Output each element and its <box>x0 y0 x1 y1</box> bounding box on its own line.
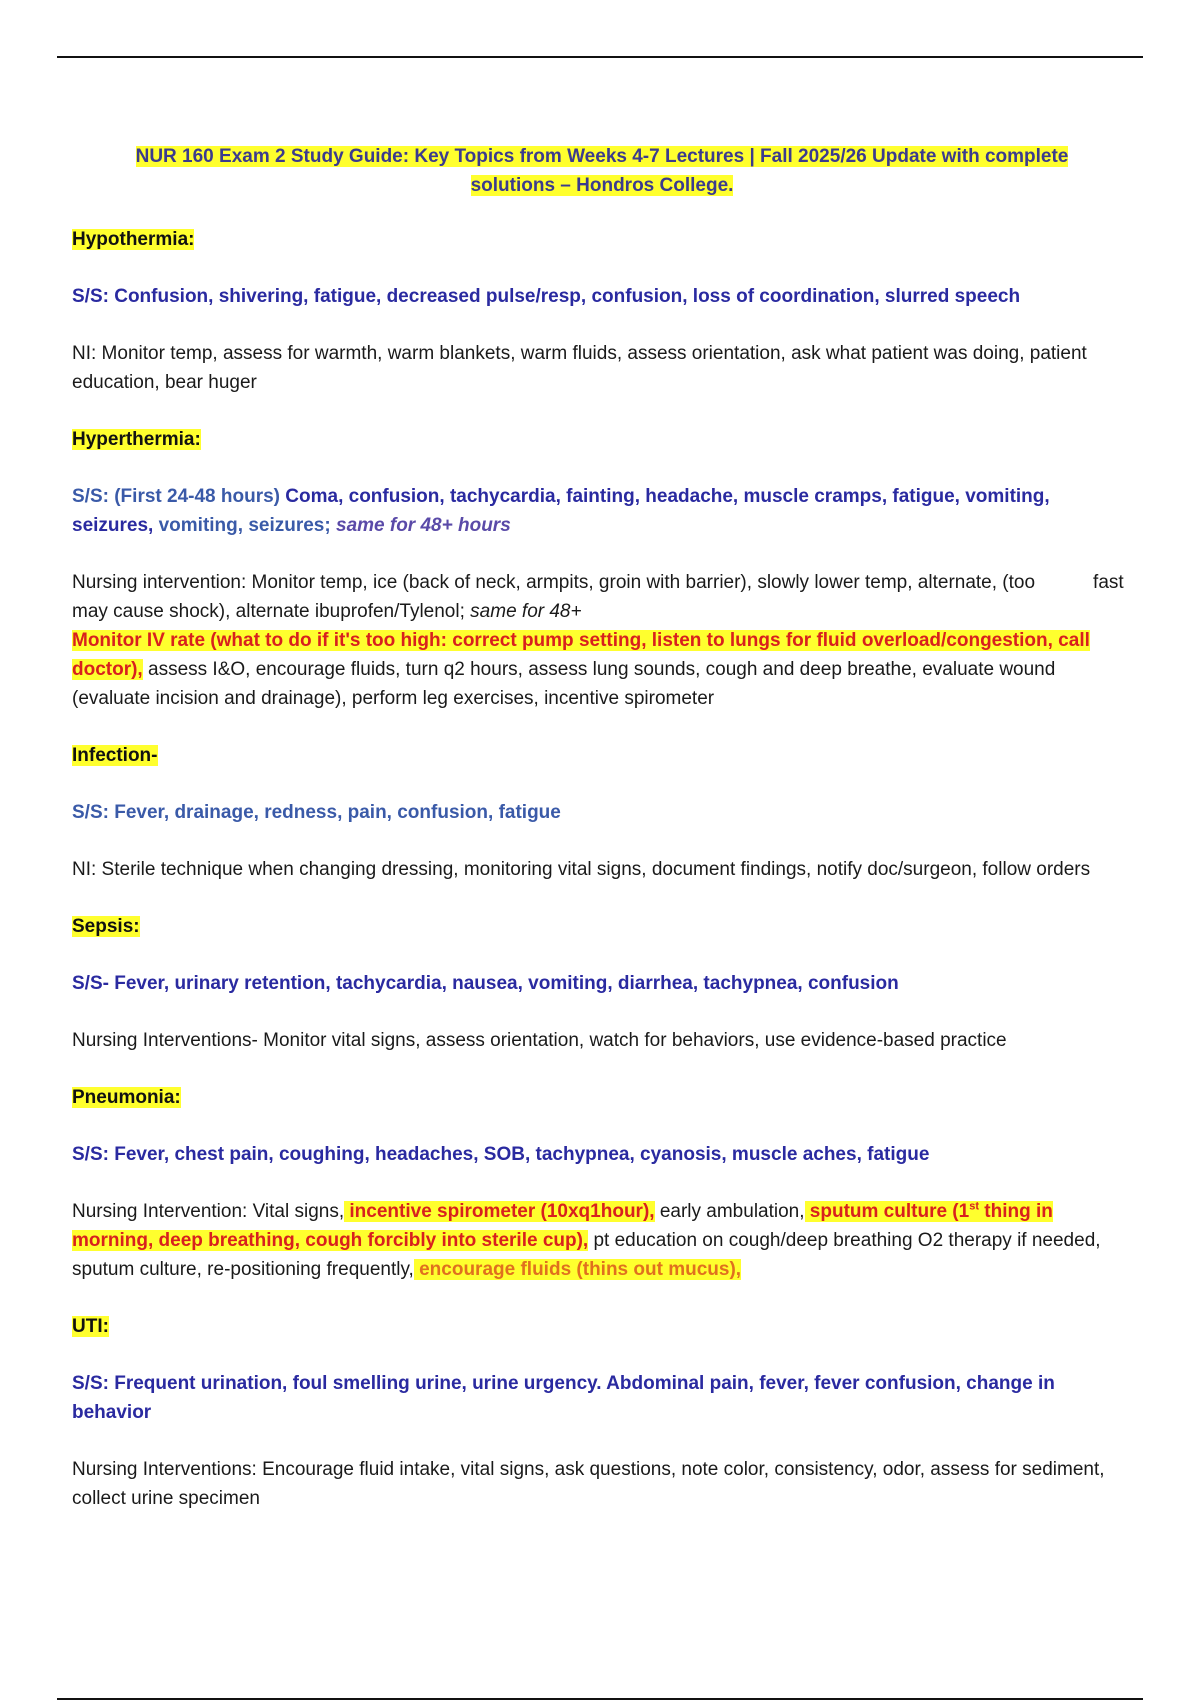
title-line-2: solutions – Hondros College. <box>470 175 734 196</box>
section-heading-pneumonia: Pneumonia: <box>72 1087 181 1108</box>
hyperthermia-ni-line-2: fast may cause shock), alternate ibuprofen/Tylenol; <box>72 572 1124 622</box>
infection-signs-symptoms: S/S: Fever, drainage, redness, pain, confusion, fatigue <box>72 802 561 823</box>
hyperthermia-ni-rest: assess I&O, encourage fluids, turn q2 hours, assess lung sounds, cough and deep breathe, evaluate wound (evaluate incision and drainage), perform leg exercises, incentive spirometer <box>72 659 1056 709</box>
hyperthermia-signs-symptoms <box>72 482 1132 540</box>
hyperthermia-ni-line-1: Nursing intervention: Monitor temp, ice (back of neck, armpits, groin with barrier), slowly lower temp, alternate, (too <box>72 572 1036 593</box>
pneumonia-nursing-interventions: Nursing Intervention: Vital signs, incentive spirometer (10xq1hour), early ambulation, sputum culture (1st thing in morning, deep breathing, cough forcibly into sterile cup), pt education on cough/deep breathing O2 therapy if needed, sputum culture, re-positioning frequently, encourage fluids (thins out mucus), <box>72 1200 1101 1280</box>
sputum-culture-highlight: sputum culture (1st thing in morning, deep breathing, cough forcibly into sterile cup), <box>72 1200 1053 1251</box>
title-line-1: NUR 160 Exam 2 Study Guide: Key Topics from Weeks 4-7 Lectures | Fall 2025/26 Update with complete <box>135 146 1069 167</box>
top-rule <box>57 56 1143 58</box>
uti-nursing-interventions: Nursing Interventions: Encourage fluid intake, vital signs, ask questions, note color, consistency, odor, assess for sediment, collect urine specimen <box>72 1459 1105 1509</box>
hyperthermia-nursing-interventions <box>72 568 1132 713</box>
hyperthermia-ss-italic: same for 48+ hours <box>330 515 511 536</box>
spirometer-highlight: incentive spirometer (10xq1hour), <box>344 1201 655 1222</box>
hyperthermia-ss-prefix: S/S: (First 24-48 hours) <box>72 486 280 507</box>
uti-signs-symptoms: S/S: Frequent urination, foul smelling urine, urine urgency. Abdominal pain, fever, fever confusion, change in behavior <box>72 1373 1055 1423</box>
infection-nursing-interventions: NI: Sterile technique when changing dressing, monitoring vital signs, document findings, notify doc/surgeon, follow orders <box>72 859 1091 880</box>
section-heading-sepsis: Sepsis: <box>72 916 140 937</box>
hyperthermia-iv-rate-highlight: Monitor IV rate (what to do if it's too high: correct pump setting, listen to lungs for fluid overload/congestion, call doctor), <box>72 630 1090 680</box>
encourage-fluids-highlight: encourage fluids (thins out mucus), <box>413 1259 742 1280</box>
document-title <box>72 142 1132 200</box>
section-heading-hyperthermia: Hyperthermia: <box>72 429 201 450</box>
section-heading-uti: UTI: <box>72 1316 109 1337</box>
pneumonia-signs-symptoms: S/S: Fever, chest pain, coughing, headaches, SOB, tachypnea, cyanosis, muscle aches, fatigue <box>72 1144 930 1165</box>
hyperthermia-ss-repeat: vomiting, seizures; <box>158 515 331 536</box>
hyperthermia-ss-main: Coma, confusion, tachycardia, fainting, headache, muscle cramps, fatigue, vomiting, seizures, <box>72 486 1050 536</box>
hyperthermia-ni-italic: same for 48+ <box>464 601 582 622</box>
section-heading-infection: Infection- <box>72 745 158 766</box>
document-content <box>72 142 1132 1541</box>
hypothermia-nursing-interventions: NI: Monitor temp, assess for warmth, warm blankets, warm fluids, assess orientation, ask what patient was doing, patient education, bear huger <box>72 343 1087 393</box>
section-heading-hypothermia: Hypothermia: <box>72 229 195 250</box>
sepsis-signs-symptoms: S/S- Fever, urinary retention, tachycardia, nausea, vomiting, diarrhea, tachypnea, confusion <box>72 973 899 994</box>
hypothermia-signs-symptoms: S/S: Confusion, shivering, fatigue, decreased pulse/resp, confusion, loss of coordination, slurred speech <box>72 286 1021 307</box>
sepsis-nursing-interventions: Nursing Interventions- Monitor vital signs, assess orientation, watch for behaviors, use evidence-based practice <box>72 1030 1007 1051</box>
